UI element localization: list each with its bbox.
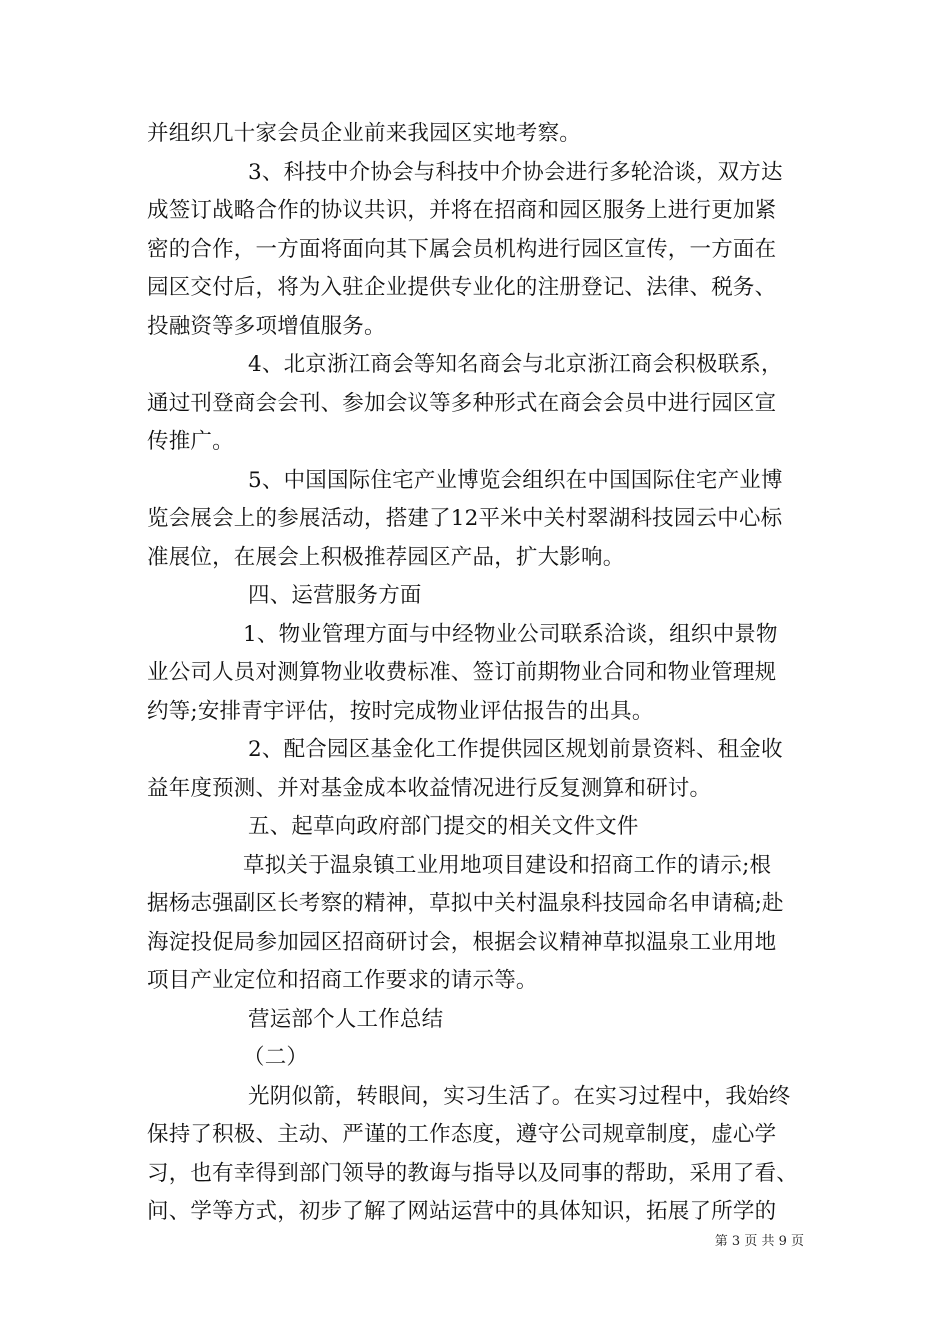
subtitle-number: （二） bbox=[243, 1045, 309, 1070]
paragraph-line: 通过刊登商会会刊、参加会议等多种形式在商会会员中进行园区宣 bbox=[147, 390, 777, 416]
paragraph-line: 园区交付后，将为入驻企业提供专业化的注册登记、法律、税务、 bbox=[147, 275, 777, 300]
paragraph-line: 投融资等多项增值服务。 bbox=[147, 313, 386, 339]
page-number: 第 3 页 共 9 页 bbox=[714, 1234, 804, 1249]
paragraph-line: 传推广。 bbox=[147, 429, 234, 454]
paragraph-line: 光阴似箭，转眼间，实习生活了。在实习过程中，我始终 bbox=[248, 1083, 791, 1109]
paragraph-line: 习，也有幸得到部门领导的教诲与指导以及同事的帮助，采用了看、 bbox=[147, 1160, 799, 1186]
section-heading: 五、起草向政府部门提交的相关文件文件 bbox=[248, 814, 639, 839]
document-title: 营运部个人工作总结 bbox=[248, 1006, 444, 1032]
paragraph-line: 并组织几十家会员企业前来我园区实地考察。 bbox=[147, 121, 582, 146]
paragraph-line: 成签订战略合作的协议共识，并将在招商和园区服务上进行更加紧 bbox=[147, 198, 777, 223]
paragraph-line: 1、物业管理方面与中经物业公司联系洽谈，组织中景物 bbox=[243, 621, 778, 647]
paragraph-line: 准展位，在展会上积极推荐园区产品，扩大影响。 bbox=[147, 544, 625, 570]
paragraph-line: 海淀投促局参加园区招商研讨会，根据会议精神草拟温泉工业用地 bbox=[147, 929, 777, 955]
paragraph-line: 问、学等方式，初步了解了网站运营中的具体知识，拓展了所学的 bbox=[147, 1199, 777, 1224]
paragraph-line: 业公司人员对测算物业收费标准、签订前期物业合同和物业管理规 bbox=[147, 660, 777, 685]
paragraph-line: 约等;安排青宇评估，按时完成物业评估报告的出具。 bbox=[147, 698, 654, 724]
paragraph-line: 4、北京浙江商会等知名商会与北京浙江商会积极联系， bbox=[248, 352, 783, 377]
paragraph-line: 草拟关于温泉镇工业用地项目建设和招商工作的请示;根 bbox=[243, 852, 772, 878]
paragraph-line: 保持了积极、主动、严谨的工作态度，遵守公司规章制度，虚心学 bbox=[147, 1122, 777, 1147]
paragraph-line: 3、科技中介协会与科技中介协会进行多轮洽谈，双方达 bbox=[248, 159, 783, 185]
paragraph-line: 5、中国国际住宅产业博览会组织在中国国际住宅产业博 bbox=[248, 467, 783, 493]
section-heading: 四、运营服务方面 bbox=[248, 583, 422, 608]
paragraph-line: 据杨志强副区长考察的精神，草拟中关村温泉科技园命名申请稿;赴 bbox=[147, 891, 784, 916]
paragraph-line: 密的合作，一方面将面向其下属会员机构进行园区宣传，一方面在 bbox=[147, 236, 777, 262]
paragraph-line: 览会展会上的参展活动，搭建了12平米中关村翠湖科技园云中心标 bbox=[147, 506, 783, 531]
paragraph-line: 项目产业定位和招商工作要求的请示等。 bbox=[147, 968, 538, 993]
document-body bbox=[147, 115, 807, 1232]
paragraph-line: 2、配合园区基金化工作提供园区规划前景资料、租金收 bbox=[248, 737, 783, 762]
paragraph-line: 益年度预测、并对基金成本收益情况进行反复测算和研讨。 bbox=[147, 775, 712, 801]
